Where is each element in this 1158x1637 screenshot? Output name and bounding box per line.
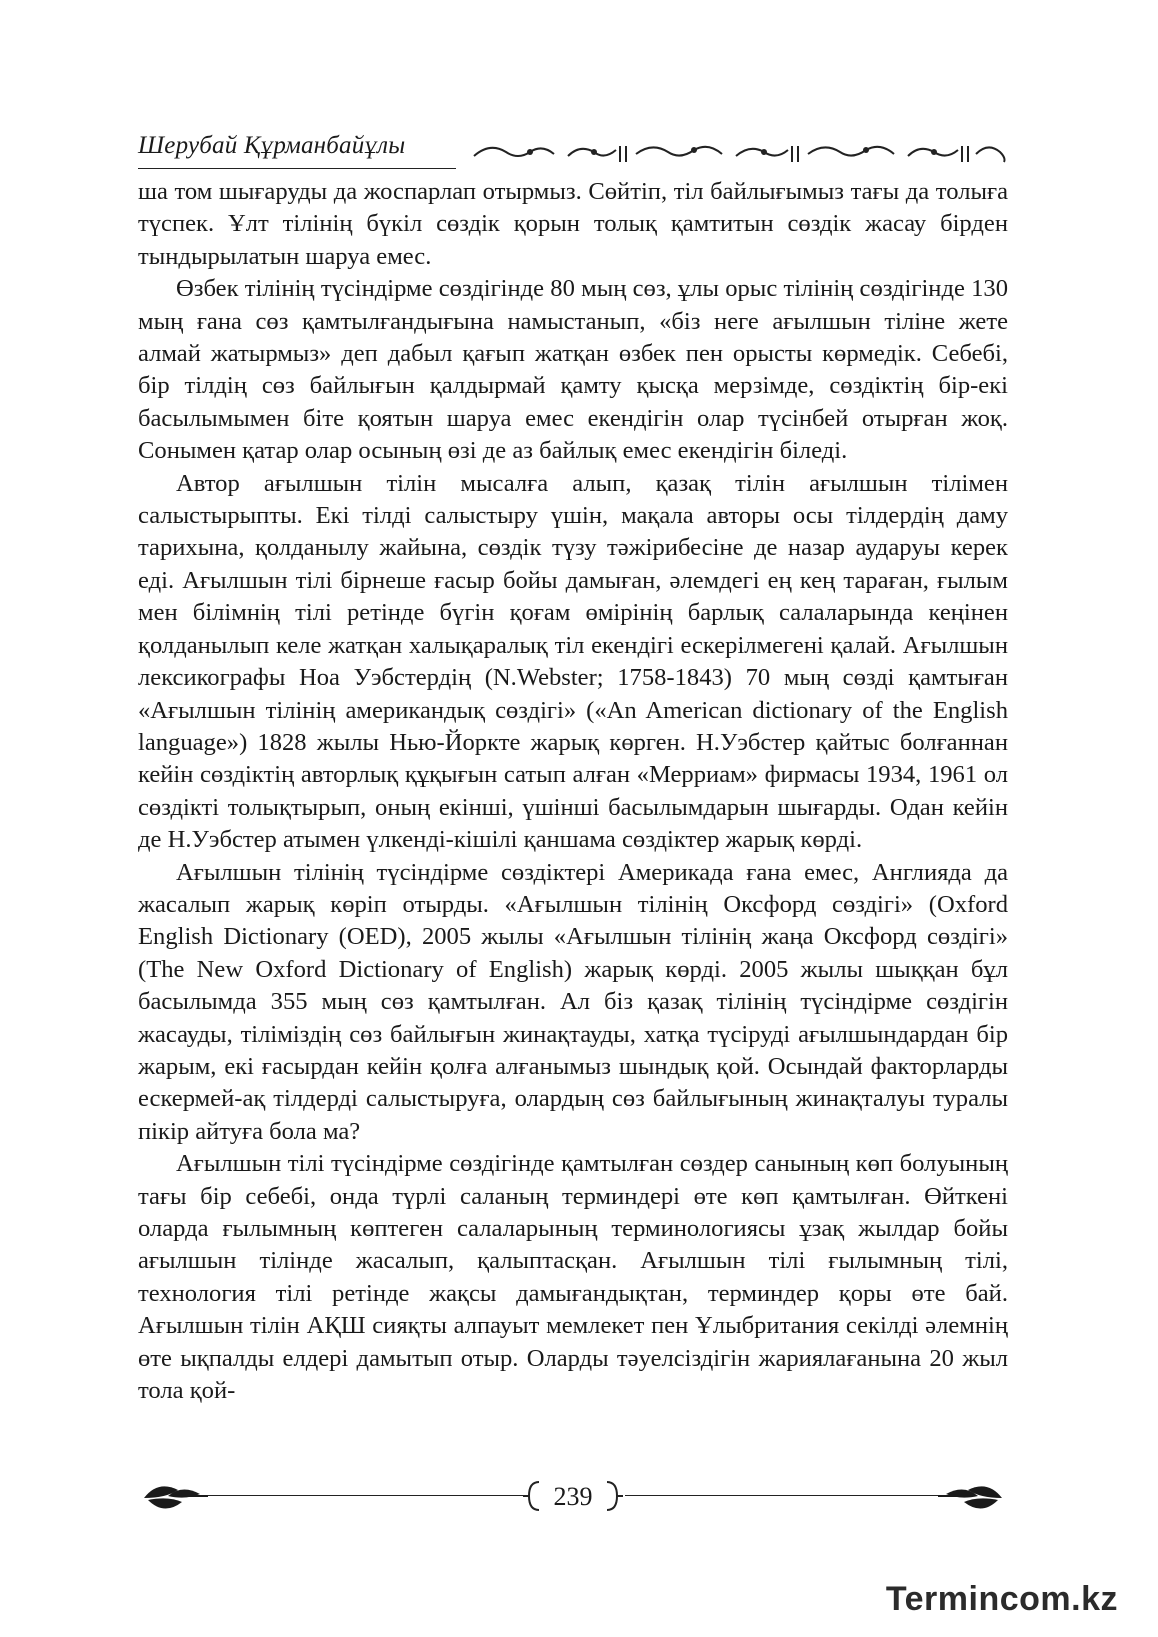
page-header [138, 132, 1008, 172]
leaf-ornament-icon [938, 1476, 1008, 1516]
watermark-logo: Termincom.kz [885, 1580, 1118, 1618]
running-head-author: Шерубай Құрманбайұлы [138, 132, 406, 159]
leaf-ornament-icon [138, 1476, 208, 1516]
header-rule [138, 168, 456, 169]
page-footer [138, 1476, 1008, 1526]
footer-rule-left [208, 1495, 526, 1496]
page-number: 239 [553, 1482, 593, 1511]
footer-rule-right [625, 1495, 938, 1496]
scroll-ornament-icon [470, 138, 1008, 168]
body-text [138, 176, 1008, 1407]
paragraph: Ағылшын тілі түсіндірме сөздігінде қамтылған сөздер санының көп болуының тағы бір себебі, онда түрлі саланың терминдері өте көп қамтылған. Өйткені оларда ғылымның көптеген салаларының терминологиясы ұзақ жылдар бойы ағылшын тілінде жасалып, қалыптасқан. Ағылшын тілі ғылымның тілі, технология тілі ретінде жақсы дамығандықтан, терминдер қоры өте бай. Ағылшын тілін АҚШ сияқты алпауыт мемлекет пен Ұлыбритания секілді әлемнің өте ықпалды елдері дамытып отыр. Оларды тәуелсіздігін жариялағанына 20 жыл тола қой- [138, 1150, 1008, 1405]
paragraph: Өзбек тілінің түсіндірме сөздігінде 80 мың сөз, ұлы орыс тілінің сөздігінде 130 мың ғана сөз қамтылғандығына намыстанып, «біз неге ағылшын тіліне жете алмай жатырмыз» деп дабыл қағып жатқан өзбек пен орысты көрмедік. Себебі, бір тілдің сөз байлығын қалдырмай қамту қысқа мерзімде, сөздіктің бір-екі басылымымен біте қоятын шаруа емес екендігін олар түсінбей отырған жоқ. Сонымен қатар олар осының өзі де аз байлық емес екендігін біледі. [138, 275, 1008, 465]
paragraph: ша том шығаруды да жоспарлап отырмыз. Сөйтіп, тіл байлығымыз тағы да толыға түспек. Ұлт тілінің бүкіл сөздік қорын толық қамтитын сөздік жасау бірден тындырылатын шаруа емес. [138, 178, 1008, 270]
paragraph: Ағылшын тілінің түсіндірме сөздіктері Америкада ғана емес, Англияда да жасалып жарық көріп отырды. «Ағылшын тілінің Оксфорд сөздігі» (Oxford English Dictionary (OED), 2005 жылы «Ағылшын тілінің жаңа Оксфорд сөздігі» (The New Oxford Dictionary of English) жарық көрді. 2005 жылы шыққан бұл басылымда 355 мың сөз қамтылған. Ал біз қазақ тілінің түсіндірме сөздігін жасауды, тіліміздің сөз байлығын жинақтауды, хатқа түсіруді ағылшындардан бір жарым, екі ғасырдан кейін қолға алғанымыз шындық қой. Осындай факторларды ескермей-ақ тілдерді салыстыруға, олардың сөз байлығының жинақталуы туралы пікір айтуға бола ма? [138, 858, 1008, 1145]
paragraph: Автор ағылшын тілін мысалға алып, қазақ тілін ағылшын тілімен салыстырыпты. Екі тілді салыстыру үшін, мақала авторы осы тілдердің даму тарихына, қолданылу жайына, сөздік түзу тәжірибесіне де назар аударуы керек еді. Ағылшын тілі бірнеше ғасыр бойы дамыған, әлемдегі ең кең тараған, ғылым мен білімнің тілі ретінде бүгін қоғам өмірінің барлық салаларында кеңінен қолданылып келе жатқан халықаралық тіл екендігі ескерілмегені қалай. Ағылшын лексикографы Ноа Уэбстердің (N.Webster; 1758-1843) 70 мың сөзді қамтыған «Ағылшын тілінің американдық сөздігі» («An American dictionary of the English language») 1828 жылы Нью-Йоркте жарық көрген. Н.Уэбстер қайтыс болғаннан кейін сөздіктің авторлық құқығын сатып алған «Мерриам» фирмасы 1934, 1961 ол сөздікті толықтырып, оның екінші, үшінші басылымдарын шығарды. Одан кейін де Н.Уэбстер атымен үлкенді-кішілі қаншама сөздіктер жарық көрді. [138, 469, 1008, 854]
